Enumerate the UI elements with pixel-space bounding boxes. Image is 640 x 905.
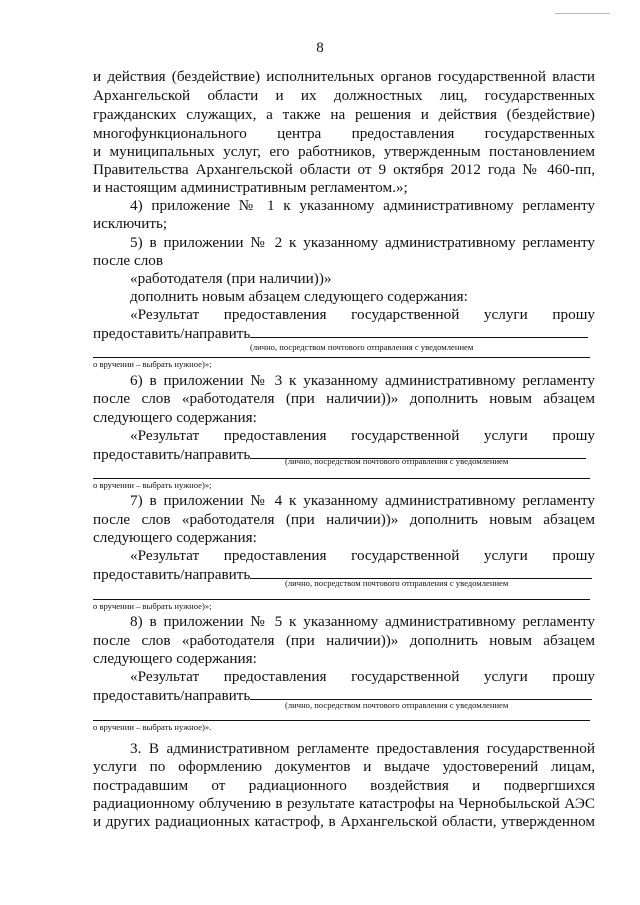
form-hint: (лично, посредством почтового отправления с уведомлением	[285, 578, 509, 588]
text-line: после слов «работодателя (при наличии))» дополнить новым абзацем	[93, 511, 595, 528]
blank-rule	[93, 720, 590, 721]
text-line: «Результат предоставления государственной услуги прошу	[130, 427, 595, 444]
text-line: 5) в приложении № 2 к указанному административному регламенту	[130, 234, 595, 251]
text-line: гражданских служащих, а также на решения и действия (бездействие)	[93, 106, 595, 123]
text-line: «Результат предоставления государственной услуги прошу	[130, 306, 595, 323]
text-line: радиационному облучению в результате катастрофы на Чернобыльской АЭС	[93, 795, 595, 812]
page-number: 8	[316, 40, 324, 56]
text-line: и муниципальных услуг, его работников, утвержденным постановлением	[93, 143, 595, 160]
text-line: следующего содержания:	[93, 529, 257, 546]
text-line: после слов «работодателя (при наличии))» дополнить новым абзацем	[93, 390, 595, 407]
form-hint: о вручении – выбрать нужное)»;	[93, 359, 212, 369]
text-line: 7) в приложении № 4 к указанному административному регламенту	[130, 492, 595, 509]
blank-rule	[93, 478, 590, 479]
text-line: 8) в приложении № 5 к указанному административному регламенту	[130, 613, 595, 630]
text-line: исключить;	[93, 215, 168, 232]
text-line: предоставить/направить	[93, 687, 251, 704]
blank-rule	[93, 599, 590, 600]
form-hint: о вручении – выбрать нужное)».	[93, 722, 212, 732]
text-line: и действия (бездействие) исполнительных органов государственной власти	[93, 68, 595, 85]
text-line: после слов	[93, 252, 164, 269]
form-line	[93, 324, 595, 342]
text-line: услуги по оформлению документов и выдаче удостоверений лицам,	[93, 758, 595, 775]
text-line: Правительства Архангельской области от 9 октября 2012 года № 460-пп,	[93, 161, 595, 178]
fill-in-blank	[250, 565, 592, 579]
text-line: многофункционального центра предоставления государственных	[93, 125, 595, 142]
form-hint: о вручении – выбрать нужное)»;	[93, 601, 212, 611]
text-line: следующего содержания:	[93, 409, 257, 426]
text-line: «Результат предоставления государственной услуги прошу	[130, 547, 595, 564]
form-hint: (лично, посредством почтового отправления с уведомлением	[250, 342, 474, 352]
form-hint: (лично, посредством почтового отправления с уведомлением	[285, 456, 509, 466]
text-line: и настоящим административным регламентом.»;	[93, 179, 408, 196]
text-line: 4) приложение № 1 к указанному административному регламенту	[130, 197, 595, 214]
form-hint: (лично, посредством почтового отправления с уведомлением	[285, 700, 509, 710]
fill-in-blank	[250, 686, 592, 700]
text-line: предоставить/направить	[93, 446, 251, 463]
text-line: «работодателя (при наличии))»	[130, 270, 332, 287]
text-line: и других радиационных катастроф, в Архангельской области, утвержденном	[93, 813, 595, 830]
text-line: пострадавшим от радиационного воздействия и подвергшихся	[93, 777, 595, 794]
text-line: 6) в приложении № 3 к указанному административному регламенту	[130, 372, 595, 389]
text-line: 3. В административном регламенте предоставления государственной	[130, 740, 595, 757]
text-line: предоставить/направить	[93, 325, 251, 342]
text-line: «Результат предоставления государственной услуги прошу	[130, 668, 595, 685]
form-hint: о вручении – выбрать нужное)»;	[93, 480, 212, 490]
text-line: предоставить/направить	[93, 566, 251, 583]
fill-in-blank	[250, 324, 588, 338]
text-line: после слов «работодателя (при наличии))» дополнить новым абзацем	[93, 632, 595, 649]
text-line: Архангельской области и их должностных лиц, государственных	[93, 87, 595, 104]
text-line: следующего содержания:	[93, 650, 257, 667]
text-line: дополнить новым абзацем следующего содержания:	[130, 288, 468, 305]
scan-mark	[555, 13, 610, 14]
blank-rule	[93, 357, 590, 358]
